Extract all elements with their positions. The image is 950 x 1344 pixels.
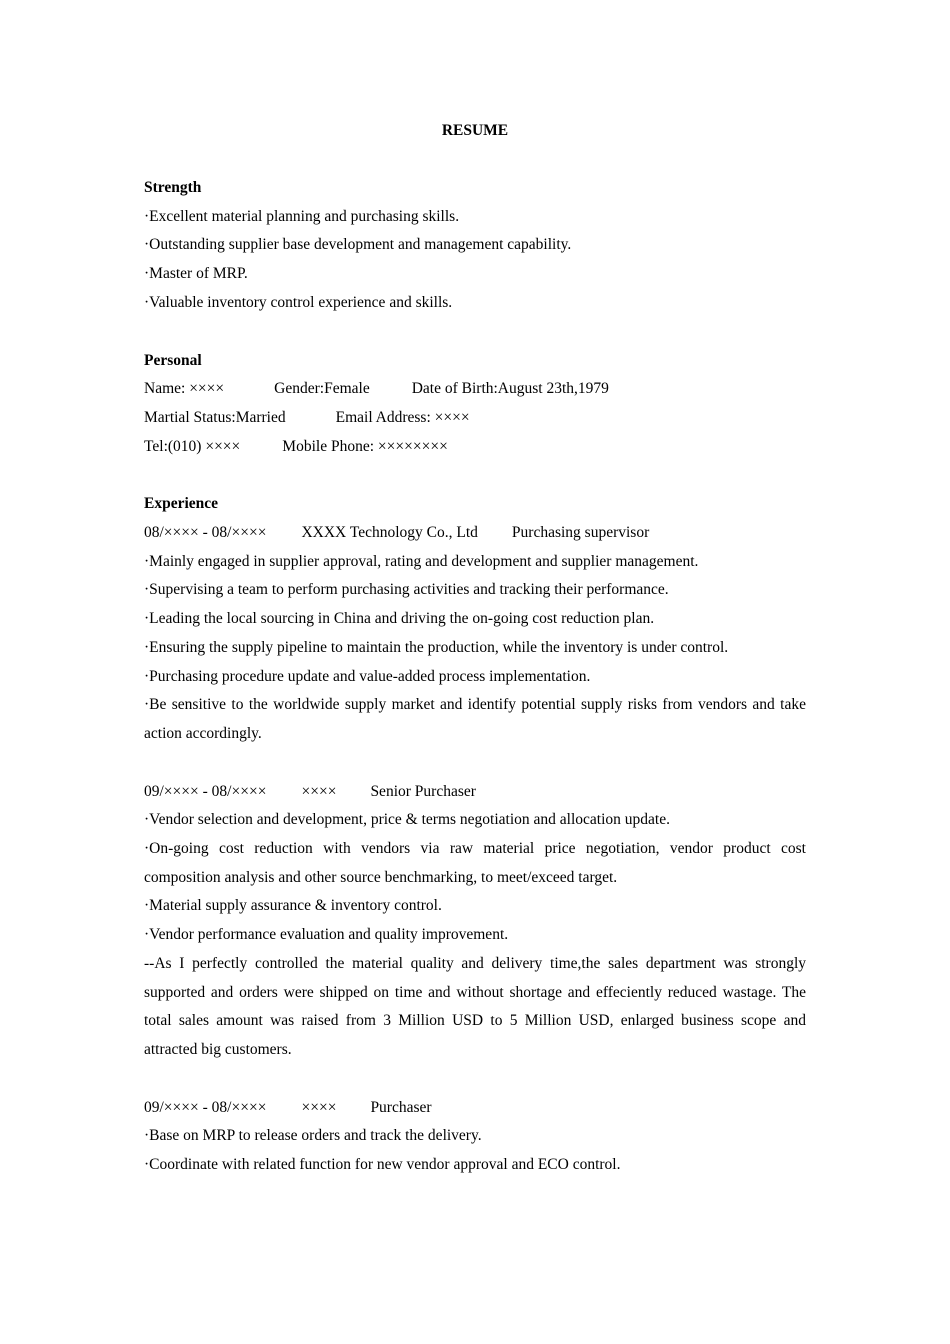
spacer — [144, 461, 806, 490]
personal-row — [144, 433, 806, 462]
personal-row — [144, 404, 806, 433]
job-entry — [144, 778, 806, 1065]
job-header — [144, 778, 806, 807]
document-title: RESUME — [441, 122, 509, 139]
job-duty: ·Vendor performance evaluation and quality improvement. — [144, 926, 509, 944]
job-duty: ·Mainly engaged in supplier approval, rating and development and supplier management. — [144, 552, 699, 570]
job-duty: ·Leading the local sourcing in China and driving the on-going cost reduction plan. — [144, 610, 655, 628]
job-position: Purchaser — [370, 1098, 432, 1116]
personal-row — [144, 375, 806, 404]
spacer — [144, 145, 806, 174]
job-entry — [144, 519, 806, 749]
strength-item: ·Master of MRP. — [144, 265, 248, 283]
personal-tel: Tel:(010) ×××× — [144, 437, 241, 455]
job-header — [144, 1094, 806, 1123]
strength-item: ·Valuable inventory control experience and skills. — [144, 293, 453, 311]
job-company: ×××× — [301, 782, 337, 800]
job-company: ×××× — [301, 1098, 337, 1116]
job-duty: ·Vendor selection and development, price & terms negotiation and allocation update. — [144, 811, 670, 829]
job-duty: ·Supervising a team to perform purchasing activities and tracking their performance. — [144, 581, 669, 599]
strength-item: ·Excellent material planning and purchasing skills. — [144, 207, 460, 225]
experience-section — [144, 490, 806, 1179]
job-period: 09/×××× - 08/×××× — [144, 782, 267, 800]
strength-section — [144, 174, 806, 318]
section-heading-strength: Strength — [144, 179, 202, 196]
personal-dob: Date of Birth:August 23th,1979 — [411, 380, 609, 398]
job-duty: ·On-going cost reduction with vendors via raw material price negotiation, vendor product cost composition analysis and other source benchmarking, to meet/exceed target. — [144, 840, 806, 886]
spacer — [144, 318, 806, 347]
personal-email: Email Address: ×××× — [335, 408, 470, 426]
personal-name: Name: ×××× — [144, 380, 225, 398]
job-duty: ·Coordinate with related function for new vendor approval and ECO control. — [144, 1156, 621, 1174]
personal-mobile: Mobile Phone: ×××××××× — [282, 437, 448, 455]
section-heading-personal: Personal — [144, 351, 202, 369]
section-heading-experience: Experience — [144, 495, 219, 513]
resume-page — [144, 116, 806, 1180]
job-duty: ·Ensuring the supply pipeline to maintain the production, while the inventory is under control. — [144, 638, 729, 656]
personal-section — [144, 347, 806, 462]
job-duty: ·Material supply assurance & inventory control. — [144, 897, 442, 915]
job-position: Purchasing supervisor — [511, 523, 650, 541]
personal-gender: Gender:Female — [274, 380, 370, 398]
job-period: 09/×××× - 08/×××× — [144, 1098, 267, 1116]
strength-item: ·Outstanding supplier base development and management capability. — [144, 236, 572, 254]
job-position: Senior Purchaser — [370, 782, 476, 800]
job-duty: ·Base on MRP to release orders and track the delivery. — [144, 1127, 482, 1145]
spacer — [144, 749, 806, 778]
job-duty: ·Be sensitive to the worldwide supply market and identify potential supply risks from vendors and take action accordingly. — [144, 696, 806, 742]
job-duty: ·Purchasing procedure update and value-added process implementation. — [144, 667, 591, 685]
job-achievement: --As I perfectly controlled the material quality and delivery time,the sales department was strongly supported and orders were shipped on time and without shortage and effeciently reduced wastage. The total sales amount was raised from 3 Million USD to 5 Million USD, enlarged business scope and attracted big customers. — [144, 954, 806, 1058]
job-header — [144, 519, 806, 548]
personal-marital: Martial Status:Married — [144, 408, 286, 426]
job-entry — [144, 1094, 806, 1180]
job-period: 08/×××× - 08/×××× — [144, 523, 267, 541]
job-company: XXXX Technology Co., Ltd — [301, 523, 478, 541]
spacer — [144, 1065, 806, 1094]
